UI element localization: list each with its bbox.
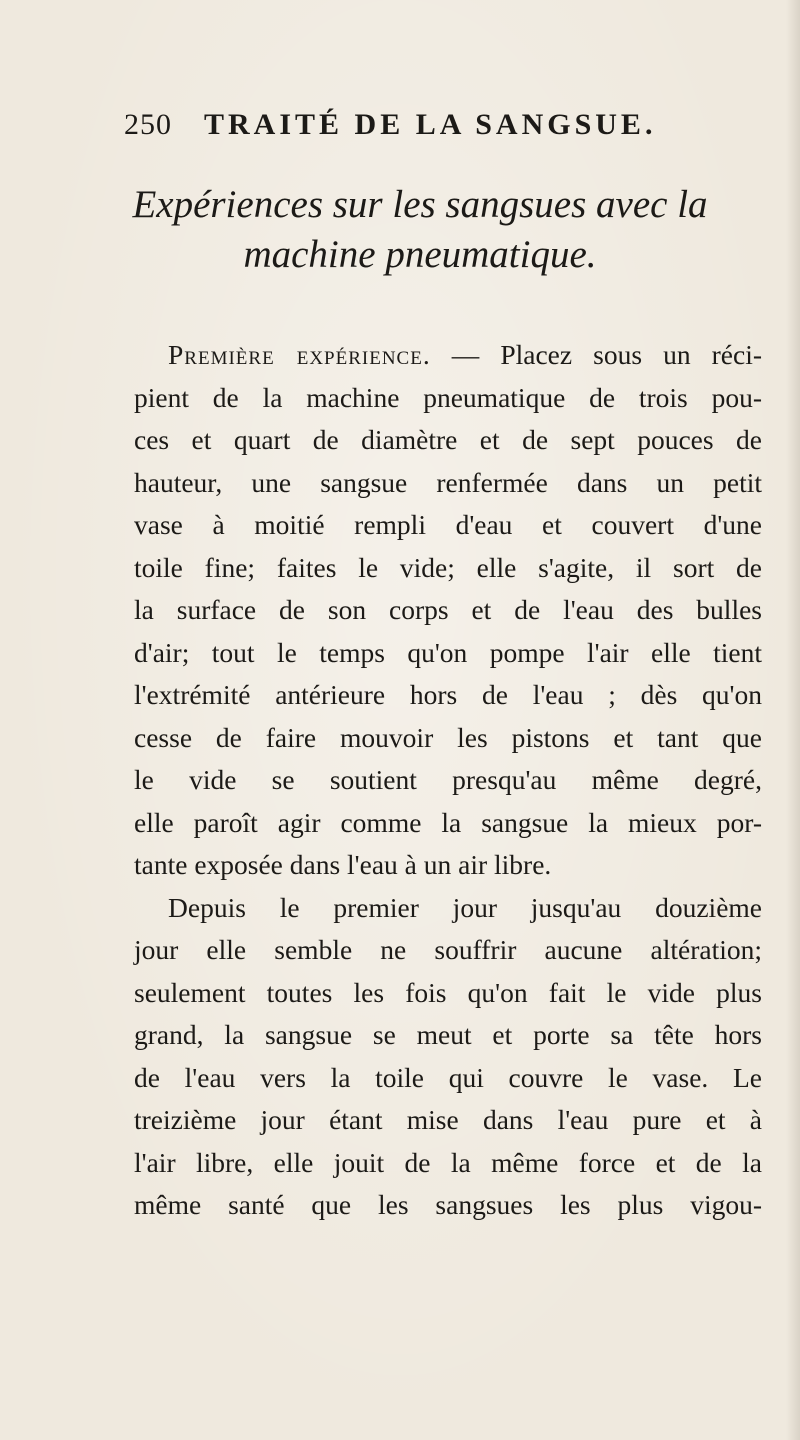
text-line: treizième jour étant mise dans l'eau pure et à (134, 1104, 762, 1135)
page-number: 250 (124, 108, 172, 141)
text-line: d'air; tout le temps qu'on pompe l'air elle tient (134, 636, 762, 668)
experiment-heading: Première expérience. (168, 339, 431, 370)
text-line: tante exposée dans l'eau à un air libre. (134, 849, 552, 880)
text-line: ces et quart de diamètre et de sept pouces de (134, 424, 762, 455)
text-line: l'extrémité antérieure hors de l'eau ; dès qu'on (134, 679, 762, 710)
text-line: elle paroît agir comme la sangsue la mieux por- (134, 806, 762, 838)
text-line: pient de la machine pneumatique de trois pou- (134, 381, 762, 413)
running-title: TRAITÉ DE LA SANGSUE. (204, 108, 657, 141)
text-line: grand, la sangsue se meut et porte sa tête hors (134, 1019, 762, 1050)
section-title-line-2: machine pneumatique. (243, 233, 597, 276)
text-line: Depuis le premier jour jusqu'au douzième (168, 891, 762, 923)
page-edge-shadow (786, 0, 800, 1440)
section-title-line-1: Expériences sur les sangsues avec la (132, 183, 708, 226)
section-title (100, 180, 740, 280)
paragraph-1-lead-line (134, 334, 762, 377)
text-line: jour elle semble ne souffrir aucune altération; (134, 934, 762, 965)
text-line: hauteur, une sangsue renfermée dans un petit (134, 466, 762, 498)
text-line: toile fine; faites le vide; elle s'agite, il sort de (134, 551, 762, 583)
text-line: le vide se soutient presqu'au même degré, (134, 764, 762, 795)
text-line: la surface de son corps et de l'eau des bulles (134, 594, 762, 625)
body-text (134, 334, 762, 1227)
text-line: de l'eau vers la toile qui couvre le vase. Le (134, 1061, 762, 1093)
text-line: vase à moitié rempli d'eau et couvert d'une (134, 509, 762, 540)
text-line: l'air libre, elle jouit de la même force et de la (134, 1146, 762, 1178)
text-line: seulement toutes les fois qu'on fait le vide plus (134, 976, 762, 1008)
text-line: même santé que les sangsues les plus vigou- (134, 1189, 762, 1220)
page-header (124, 108, 764, 148)
lead-line-rest: — Placez sous un réci- (430, 339, 762, 370)
text-line: cesse de faire mouvoir les pistons et tant que (134, 721, 762, 753)
